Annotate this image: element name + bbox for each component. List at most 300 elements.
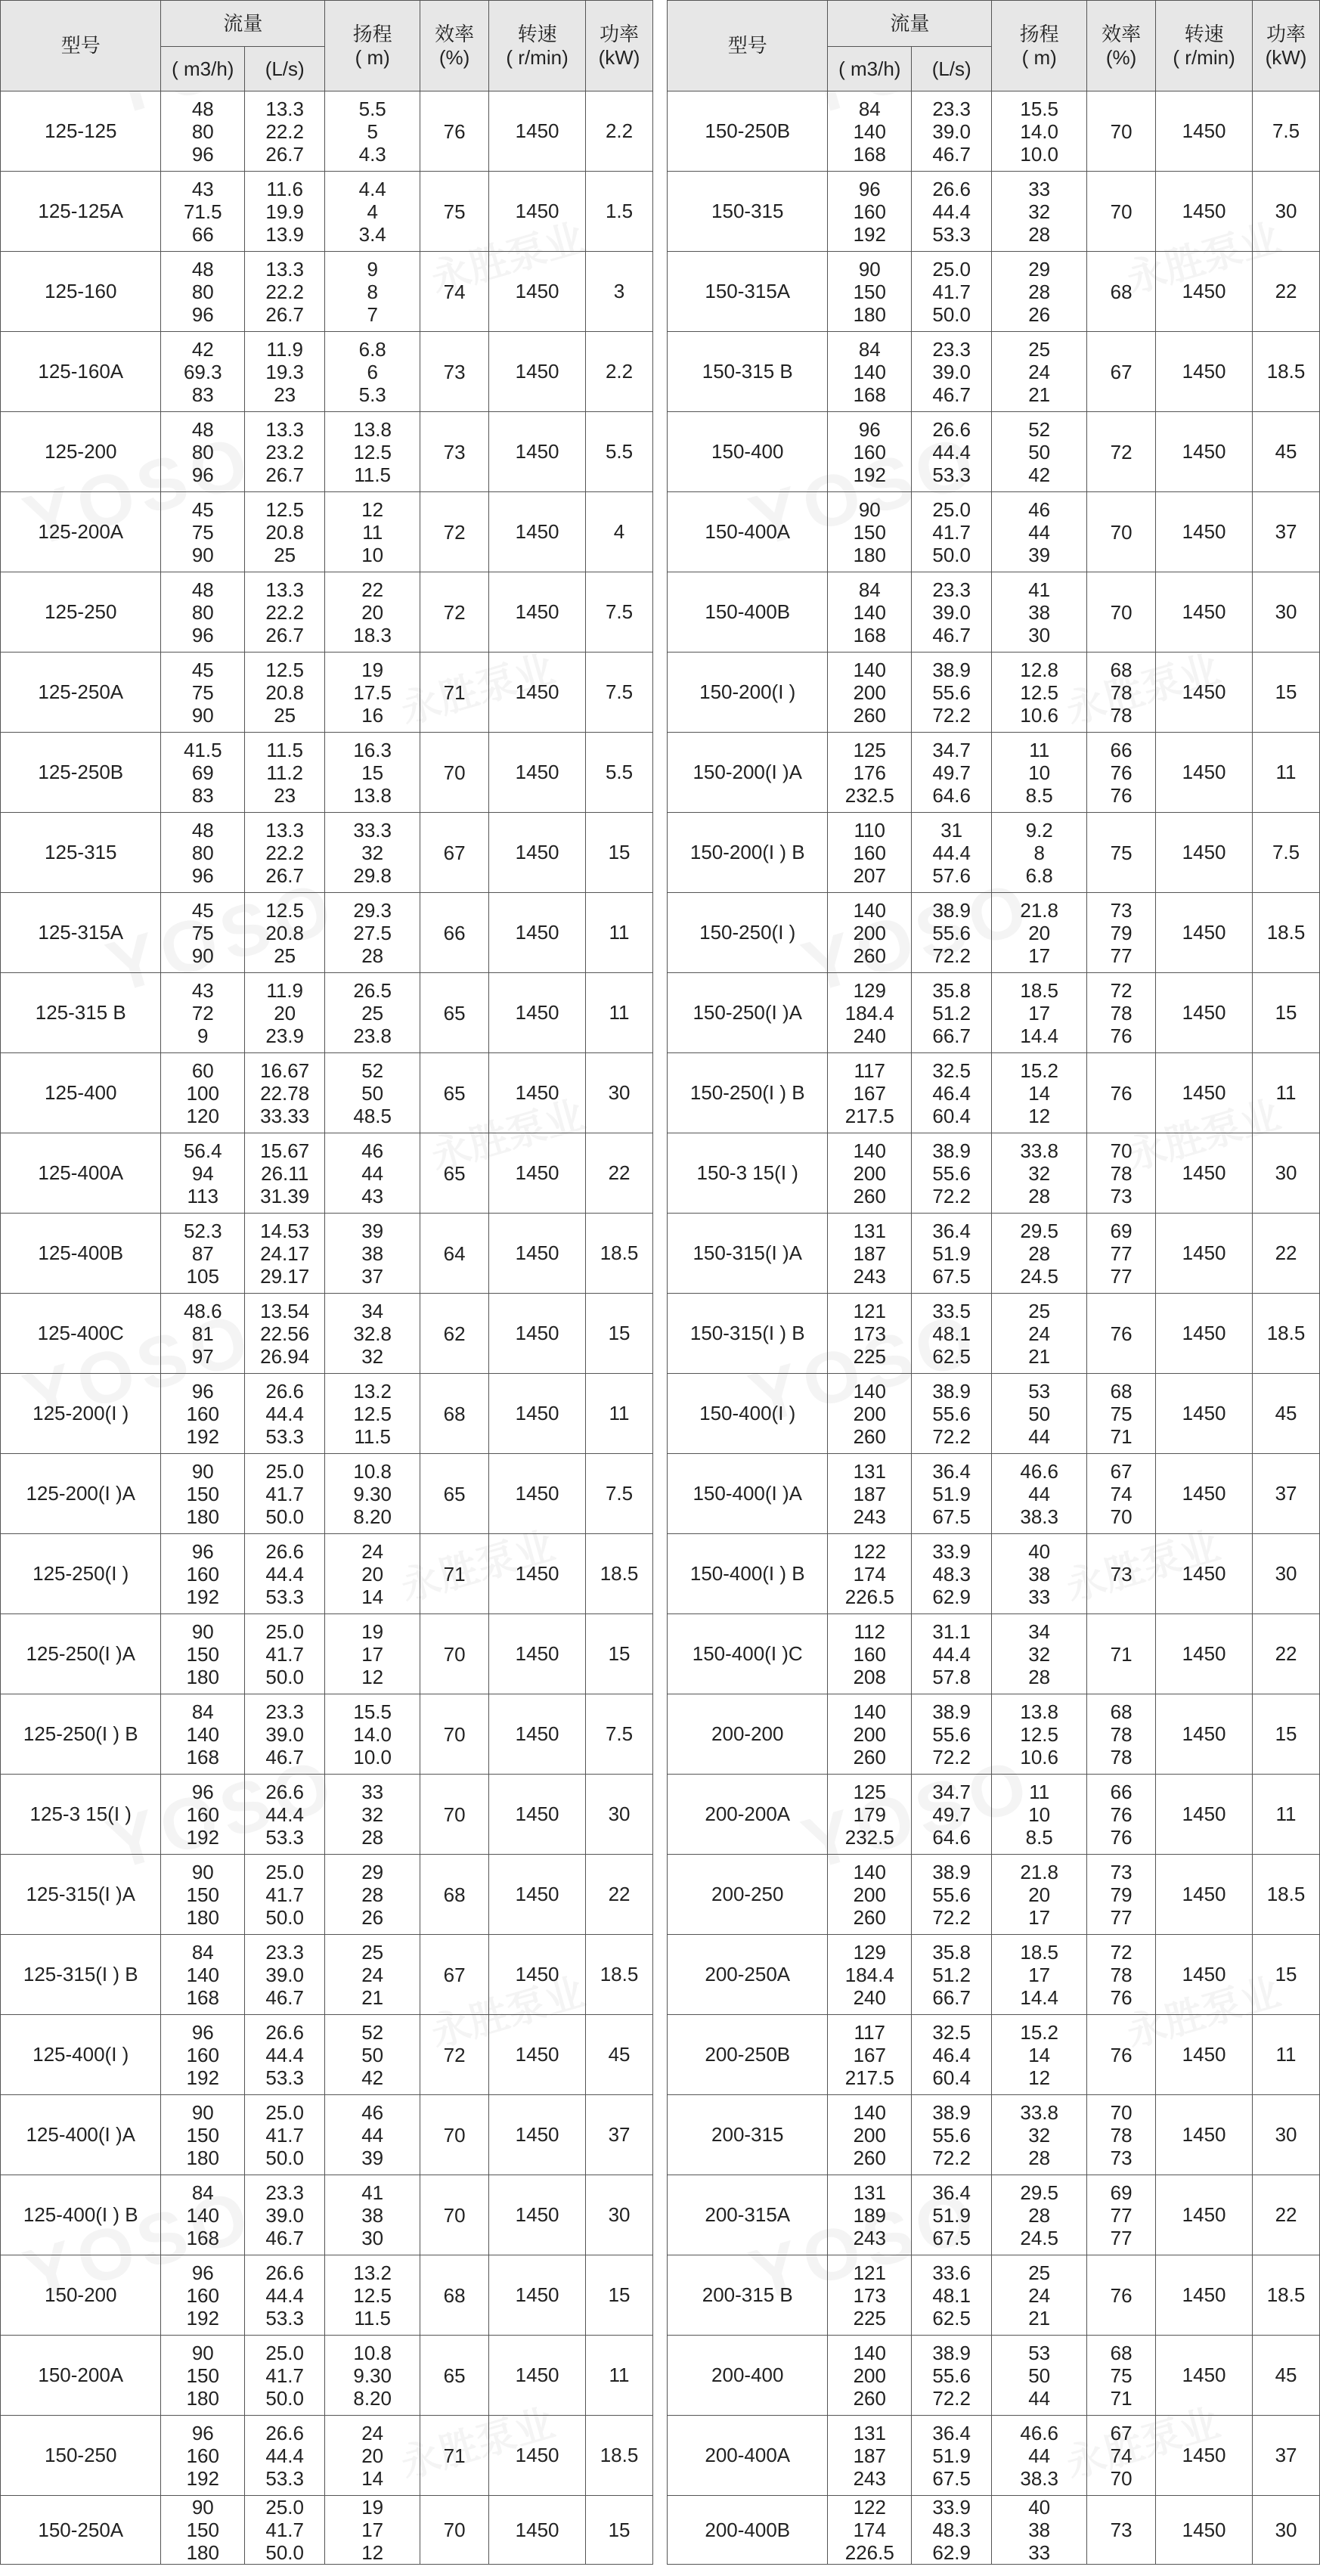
head-cell-value: 44 (1028, 1482, 1051, 1505)
flow-ls-cell-value: 26.7 (265, 863, 304, 887)
flow-m3h-cell (161, 2095, 245, 2175)
efficiency-cell (420, 1855, 489, 1935)
power-cell: 7.5 (586, 572, 653, 653)
flow-m3h-cell-value: 97 (191, 1344, 214, 1368)
flow-ls-cell-value: 25.0 (265, 2100, 304, 2124)
speed-cell: 1450 (489, 973, 586, 1053)
efficiency-cell (1087, 2336, 1156, 2416)
efficiency-cell-value: 66 (1110, 738, 1133, 761)
flow-m3h-cell-value: 43 (191, 978, 214, 1002)
flow-ls-cell (912, 1614, 992, 1694)
head-cell-value: 32 (1028, 1161, 1051, 1185)
efficiency-cell (1087, 2015, 1156, 2095)
power-cell: 18.5 (1253, 2255, 1320, 2336)
table-row (1, 332, 653, 412)
flow-ls-cell-value: 48.3 (932, 2519, 971, 2541)
head-cell-value: 4 (367, 200, 378, 223)
efficiency-cell (1087, 1935, 1156, 2015)
speed-cell: 1450 (1156, 1935, 1253, 2015)
speed-cell: 1450 (489, 2095, 586, 2175)
flow-m3h-cell-value: 80 (191, 119, 214, 143)
speed-cell: 1450 (1156, 252, 1253, 332)
table-row (668, 813, 1320, 893)
speed-cell: 1450 (489, 2336, 586, 2416)
model-cell: 125-400B (1, 1214, 161, 1294)
flow-m3h-cell-value: 184.4 (844, 1001, 894, 1025)
head-cell (325, 2255, 420, 2336)
flow-ls-cell (912, 91, 992, 172)
power-cell: 15 (1253, 653, 1320, 733)
head-cell (325, 1694, 420, 1775)
table-row (668, 332, 1320, 412)
head-cell-value: 29.5 (1020, 1219, 1058, 1242)
speed-cell: 1450 (489, 332, 586, 412)
head-cell-value: 38 (1028, 600, 1051, 624)
head-cell (992, 1454, 1087, 1534)
speed-cell: 1450 (489, 91, 586, 172)
model-cell: 125-3 15(I ) (1, 1775, 161, 1855)
speed-cell: 1450 (489, 2255, 586, 2336)
flow-ls-cell-value: 41.7 (265, 1883, 304, 1906)
flow-ls-cell-value: 15.67 (260, 1139, 310, 1162)
head-cell-value: 18.5 (1020, 978, 1058, 1002)
flow-ls-cell-value: 11.5 (266, 738, 304, 761)
flow-ls-cell (245, 332, 325, 412)
flow-ls-cell (912, 2416, 992, 2496)
head-cell-value: 14.0 (353, 1722, 392, 1746)
flow-ls-cell-value: 23.3 (932, 337, 971, 361)
flow-m3h-cell-value: 207 (853, 863, 886, 887)
flow-m3h-cell (828, 1935, 912, 2015)
head-cell-value: 8.5 (1025, 1825, 1053, 1849)
flow-ls-cell-value: 41.7 (932, 280, 971, 303)
flow-m3h-cell (161, 1133, 245, 1214)
flow-ls-cell-value: 22.56 (260, 1322, 310, 1345)
flow-ls-cell-value: 50.0 (932, 543, 971, 566)
flow-m3h-cell-value: 160 (186, 2043, 219, 2066)
head-cell (325, 572, 420, 653)
flow-ls-cell-value: 39.0 (932, 119, 971, 143)
table-row (668, 91, 1320, 172)
flow-ls-cell-value: 23.3 (932, 578, 971, 601)
flow-m3h-cell-value: 243 (853, 1505, 886, 1528)
head-cell (992, 91, 1087, 172)
flow-ls-cell (245, 2015, 325, 2095)
head-cell (325, 1935, 420, 2015)
model-cell: 150-250B (668, 91, 828, 172)
power-cell: 22 (1253, 252, 1320, 332)
flow-ls-cell-value: 26.6 (932, 417, 971, 441)
efficiency-cell-value: 69 (1110, 2181, 1133, 2204)
flow-ls-cell-value: 13.3 (265, 257, 304, 281)
flow-m3h-cell-value: 160 (186, 2283, 219, 2307)
speed-cell: 1450 (1156, 1294, 1253, 1374)
flow-m3h-cell-value: 84 (191, 1700, 214, 1723)
flow-m3h-cell-value: 176 (853, 761, 886, 784)
flow-m3h-cell (161, 2015, 245, 2095)
head-cell-value: 25 (361, 1001, 384, 1025)
head-cell-value: 10.0 (353, 1745, 392, 1768)
flow-m3h-cell-value: 180 (186, 1905, 219, 1929)
flow-m3h-cell-value: 200 (853, 1883, 886, 1906)
flow-m3h-cell-value: 96 (858, 177, 881, 200)
flow-ls-cell (245, 1454, 325, 1534)
flow-ls-cell-value: 44.4 (932, 200, 971, 223)
flow-m3h-cell (161, 1214, 245, 1294)
flow-ls-cell (245, 1855, 325, 1935)
flow-ls-cell (912, 1053, 992, 1133)
pump-spec-table-right (667, 0, 1320, 2565)
model-cell: 150-200(I )A (668, 733, 828, 813)
head-cell-value: 23.8 (353, 1024, 392, 1047)
head-cell-value: 14 (1028, 1081, 1051, 1105)
flow-ls-cell-value: 50.0 (265, 2146, 304, 2169)
flow-m3h-cell-value: 168 (186, 2226, 219, 2249)
flow-ls-cell-value: 35.8 (932, 1940, 971, 1964)
efficiency-cell-value: 74 (443, 280, 466, 303)
power-cell: 18.5 (586, 1935, 653, 2015)
flow-m3h-cell-value: 200 (853, 2123, 886, 2147)
head-cell-value: 50 (1028, 1402, 1051, 1425)
efficiency-cell-value: 71 (1110, 1424, 1133, 1448)
flow-ls-cell-value: 72.2 (932, 1745, 971, 1768)
model-cell: 150-400 (668, 412, 828, 492)
efficiency-cell-value: 78 (1110, 1745, 1133, 1768)
head-cell-value: 39 (1028, 543, 1051, 566)
flow-m3h-cell-value: 180 (186, 1665, 219, 1688)
model-cell: 200-250B (668, 2015, 828, 2095)
flow-m3h-cell-value: 96 (191, 463, 214, 486)
flow-m3h-cell-value: 117 (854, 2020, 885, 2044)
efficiency-cell (1087, 572, 1156, 653)
head-cell-value: 28 (1028, 1665, 1051, 1688)
header-efficiency-label: 效率 (435, 22, 475, 45)
head-cell-value: 10.8 (353, 1459, 392, 1483)
efficiency-cell-value: 67 (1110, 360, 1133, 383)
head-cell-value: 11.5 (354, 463, 392, 486)
flow-m3h-cell-value: 140 (853, 360, 886, 383)
header-power (586, 1, 653, 91)
flow-m3h-cell-value: 48 (191, 417, 214, 441)
head-cell-value: 11 (1029, 738, 1050, 761)
efficiency-cell-value: 78 (1110, 1001, 1133, 1025)
head-cell-value: 20 (1028, 1883, 1051, 1906)
flow-m3h-cell-value: 208 (853, 1665, 886, 1688)
flow-m3h-cell-value: 232.5 (844, 783, 894, 807)
model-cell: 150-200(I ) B (668, 813, 828, 893)
flow-m3h-cell (828, 172, 912, 252)
flow-m3h-cell (161, 2416, 245, 2496)
flow-ls-cell (912, 2095, 992, 2175)
head-cell (992, 893, 1087, 973)
flow-m3h-cell (828, 1374, 912, 1454)
head-cell-value: 25 (1028, 1299, 1051, 1322)
table-row (1, 1855, 653, 1935)
table-row (668, 1614, 1320, 1694)
head-cell (992, 252, 1087, 332)
speed-cell: 1450 (1156, 1454, 1253, 1534)
speed-cell: 1450 (1156, 2496, 1253, 2565)
flow-m3h-cell-value: 200 (853, 1722, 886, 1746)
head-cell-value: 3.4 (358, 222, 386, 246)
head-cell-value: 52 (361, 1059, 384, 1082)
efficiency-cell-value: 76 (1110, 761, 1133, 784)
efficiency-cell-value: 71 (443, 1562, 466, 1586)
efficiency-cell (420, 733, 489, 813)
flow-m3h-cell-value: 260 (853, 1424, 886, 1448)
flow-m3h-cell-value: 168 (853, 623, 886, 646)
flow-ls-cell-value: 50.0 (265, 1505, 304, 1528)
flow-m3h-cell-value: 192 (186, 2466, 219, 2490)
head-cell-value: 15.2 (1020, 1059, 1058, 1082)
flow-ls-cell (245, 1935, 325, 2015)
efficiency-cell-value: 70 (1110, 520, 1133, 544)
flow-m3h-cell-value: 80 (191, 600, 214, 624)
flow-ls-cell (912, 1374, 992, 1454)
table-row (1, 1534, 653, 1614)
model-cell: 150-400B (668, 572, 828, 653)
efficiency-cell (420, 1694, 489, 1775)
power-cell: 18.5 (586, 1214, 653, 1294)
efficiency-cell-value: 62 (443, 1322, 466, 1345)
table-row (668, 1133, 1320, 1214)
flow-m3h-cell-value: 140 (853, 2341, 886, 2364)
head-cell (992, 572, 1087, 653)
flow-ls-cell-value: 72.2 (932, 944, 971, 967)
flow-m3h-cell-value: 168 (853, 142, 886, 166)
efficiency-cell-value: 72 (1110, 1940, 1133, 1964)
flow-m3h-cell-value: 240 (853, 1024, 886, 1047)
flow-m3h-cell-value: 129 (853, 978, 886, 1002)
flow-ls-cell-value: 11.6 (266, 177, 304, 200)
head-cell-value: 46 (361, 1139, 384, 1162)
flow-m3h-cell-value: 140 (186, 1722, 219, 1746)
flow-ls-cell-value: 38.9 (932, 1860, 971, 1883)
efficiency-cell-value: 68 (1110, 1700, 1133, 1723)
head-cell-value: 12.5 (1020, 680, 1058, 704)
model-cell: 125-315 B (1, 973, 161, 1053)
flow-m3h-cell-value: 80 (191, 280, 214, 303)
flow-ls-cell-value: 36.4 (932, 1219, 971, 1242)
power-cell: 30 (1253, 1534, 1320, 1614)
head-cell-value: 42 (361, 2066, 384, 2089)
efficiency-cell-value: 66 (443, 921, 466, 944)
flow-ls-cell-value: 53.3 (265, 1585, 304, 1608)
speed-cell: 1450 (489, 252, 586, 332)
head-cell-value: 9.30 (353, 2364, 392, 2387)
head-cell-value: 33 (1028, 177, 1051, 200)
flow-ls-cell-value: 33.33 (260, 1104, 310, 1127)
efficiency-cell (1087, 973, 1156, 1053)
head-cell (325, 91, 420, 172)
flow-m3h-cell-value: 150 (853, 520, 886, 544)
speed-cell: 1450 (1156, 2416, 1253, 2496)
flow-ls-cell-value: 26.11 (261, 1161, 309, 1185)
model-cell: 150-400(I )A (668, 1454, 828, 1534)
table-row (668, 572, 1320, 653)
flow-ls-cell (245, 252, 325, 332)
flow-m3h-cell-value: 150 (853, 280, 886, 303)
head-cell-value: 52 (361, 2020, 384, 2044)
flow-ls-cell-value: 72.2 (932, 1184, 971, 1207)
flow-ls-cell-value: 55.6 (932, 1402, 971, 1425)
header-head-unit: ( m) (355, 45, 390, 69)
flow-ls-cell-value: 72.2 (932, 703, 971, 727)
head-cell-value: 8.20 (353, 1505, 392, 1528)
flow-ls-cell (912, 172, 992, 252)
flow-ls-cell-value: 46.7 (265, 1985, 304, 2009)
flow-ls-cell-value: 38.9 (932, 1379, 971, 1403)
flow-m3h-cell-value: 90 (858, 257, 881, 281)
header-head-label: 扬程 (1019, 22, 1059, 45)
efficiency-cell-value: 70 (1110, 119, 1133, 143)
flow-ls-cell-value: 36.4 (932, 2181, 971, 2204)
flow-m3h-cell-value: 75 (191, 921, 214, 944)
model-cell: 150-400(I ) B (668, 1534, 828, 1614)
power-cell: 30 (586, 1775, 653, 1855)
model-cell: 150-315 B (668, 332, 828, 412)
table-row (1, 1694, 653, 1775)
head-cell-value: 25 (1028, 337, 1051, 361)
model-cell: 125-200 (1, 412, 161, 492)
power-cell: 4 (586, 492, 653, 572)
flow-m3h-cell-value: 200 (853, 680, 886, 704)
efficiency-cell-value: 71 (443, 2444, 466, 2467)
head-cell-value: 12.5 (1020, 1722, 1058, 1746)
efficiency-cell-value: 65 (443, 1001, 466, 1025)
flow-m3h-cell-value: 243 (853, 2226, 886, 2249)
flow-ls-cell-value: 53.3 (932, 222, 971, 246)
flow-ls-cell-value: 11.9 (266, 978, 304, 1002)
flow-m3h-cell-value: 43 (191, 177, 214, 200)
speed-cell: 1450 (489, 1775, 586, 1855)
head-cell-value: 28 (1028, 280, 1051, 303)
head-cell (992, 973, 1087, 1053)
flow-ls-cell-value: 53.3 (265, 1424, 304, 1448)
flow-ls-cell-value: 23.3 (265, 1940, 304, 1964)
flow-ls-cell (245, 2496, 325, 2565)
flow-ls-cell-value: 13.3 (265, 417, 304, 441)
flow-ls-cell-value: 23.2 (265, 440, 304, 463)
flow-ls-cell-value: 20.8 (265, 680, 304, 704)
model-cell: 125-315 (1, 813, 161, 893)
head-cell-value: 50 (1028, 2364, 1051, 2387)
flow-ls-cell (912, 2015, 992, 2095)
efficiency-cell-value: 77 (1110, 1905, 1133, 1929)
flow-ls-cell-value: 38.9 (932, 2100, 971, 2124)
model-cell: 125-160 (1, 252, 161, 332)
flow-ls-cell-value: 67.5 (932, 2226, 971, 2249)
head-cell-value: 11 (362, 520, 383, 544)
flow-ls-cell-value: 33.9 (932, 2496, 971, 2519)
efficiency-cell-value: 72 (1110, 440, 1133, 463)
head-cell-value: 11.5 (354, 1424, 392, 1448)
flow-m3h-cell-value: 131 (853, 1459, 886, 1483)
efficiency-cell-value: 70 (443, 761, 466, 784)
flow-ls-cell-value: 53.3 (265, 2466, 304, 2490)
flow-m3h-cell-value: 160 (186, 2444, 219, 2467)
head-cell-value: 50 (361, 1081, 384, 1105)
flow-m3h-cell-value: 243 (853, 2466, 886, 2490)
head-cell (992, 1935, 1087, 2015)
flow-ls-cell (912, 332, 992, 412)
efficiency-cell-value: 77 (1110, 1242, 1133, 1265)
flow-m3h-cell (828, 733, 912, 813)
flow-m3h-cell-value: 48 (191, 97, 214, 120)
flow-m3h-cell (828, 332, 912, 412)
model-cell: 125-125 (1, 91, 161, 172)
head-cell (325, 813, 420, 893)
efficiency-cell-value: 73 (1110, 898, 1133, 922)
efficiency-cell-value: 77 (1110, 944, 1133, 967)
speed-cell: 1450 (489, 893, 586, 973)
flow-ls-cell-value: 33.5 (932, 1299, 971, 1322)
speed-cell: 1450 (1156, 1214, 1253, 1294)
head-cell-value: 10.0 (1020, 142, 1058, 166)
head-cell (992, 2336, 1087, 2416)
head-cell-value: 11 (1029, 1780, 1050, 1803)
flow-m3h-cell-value: 260 (853, 944, 886, 967)
header-flow: 流量 (161, 1, 325, 47)
head-cell-value: 13.2 (353, 1379, 392, 1403)
flow-m3h-cell-value: 180 (186, 1505, 219, 1528)
efficiency-cell-value: 70 (1110, 1505, 1133, 1528)
speed-cell: 1450 (489, 412, 586, 492)
flow-ls-cell-value: 48.1 (932, 1322, 971, 1345)
flow-ls-cell-value: 36.4 (932, 1459, 971, 1483)
speed-cell: 1450 (1156, 572, 1253, 653)
power-cell: 11 (586, 893, 653, 973)
flow-m3h-cell-value: 217.5 (844, 2066, 894, 2089)
flow-ls-cell-value: 34.7 (932, 1780, 971, 1803)
flow-ls-cell-value: 13.3 (265, 818, 304, 842)
flow-m3h-cell-value: 180 (853, 543, 886, 566)
model-cell: 150-250(I ) (668, 893, 828, 973)
flow-m3h-cell-value: 192 (853, 463, 886, 486)
head-cell (992, 733, 1087, 813)
flow-m3h-cell (828, 2416, 912, 2496)
flow-m3h-cell-value: 150 (186, 1482, 219, 1505)
table-row (668, 2416, 1320, 2496)
flow-m3h-cell (828, 492, 912, 572)
head-cell-value: 17.5 (353, 680, 392, 704)
head-cell-value: 33 (1028, 2541, 1051, 2564)
efficiency-cell (420, 2416, 489, 2496)
head-cell-value: 40 (1028, 1539, 1051, 1563)
head-cell-value: 29.3 (353, 898, 392, 922)
flow-m3h-cell-value: 187 (853, 1242, 886, 1265)
efficiency-cell (420, 492, 489, 572)
flow-ls-cell-value: 19.9 (265, 200, 304, 223)
efficiency-cell (1087, 2255, 1156, 2336)
flow-ls-cell-value: 66.7 (932, 1985, 971, 2009)
head-cell-value: 24.5 (1020, 1264, 1058, 1288)
head-cell-value: 32 (1028, 1642, 1051, 1666)
efficiency-cell-value: 76 (1110, 1322, 1133, 1345)
head-cell-value: 16.3 (353, 738, 392, 761)
flow-m3h-cell-value: 160 (853, 841, 886, 864)
efficiency-cell-value: 70 (443, 2203, 466, 2227)
head-cell (325, 2095, 420, 2175)
table-row (668, 653, 1320, 733)
flow-ls-cell (912, 1133, 992, 1214)
flow-m3h-cell (828, 91, 912, 172)
head-cell (992, 1374, 1087, 1454)
table-row (668, 1534, 1320, 1614)
flow-ls-cell (912, 1694, 992, 1775)
flow-ls-cell-value: 44.4 (265, 2444, 304, 2467)
model-cell: 200-315 B (668, 2255, 828, 2336)
